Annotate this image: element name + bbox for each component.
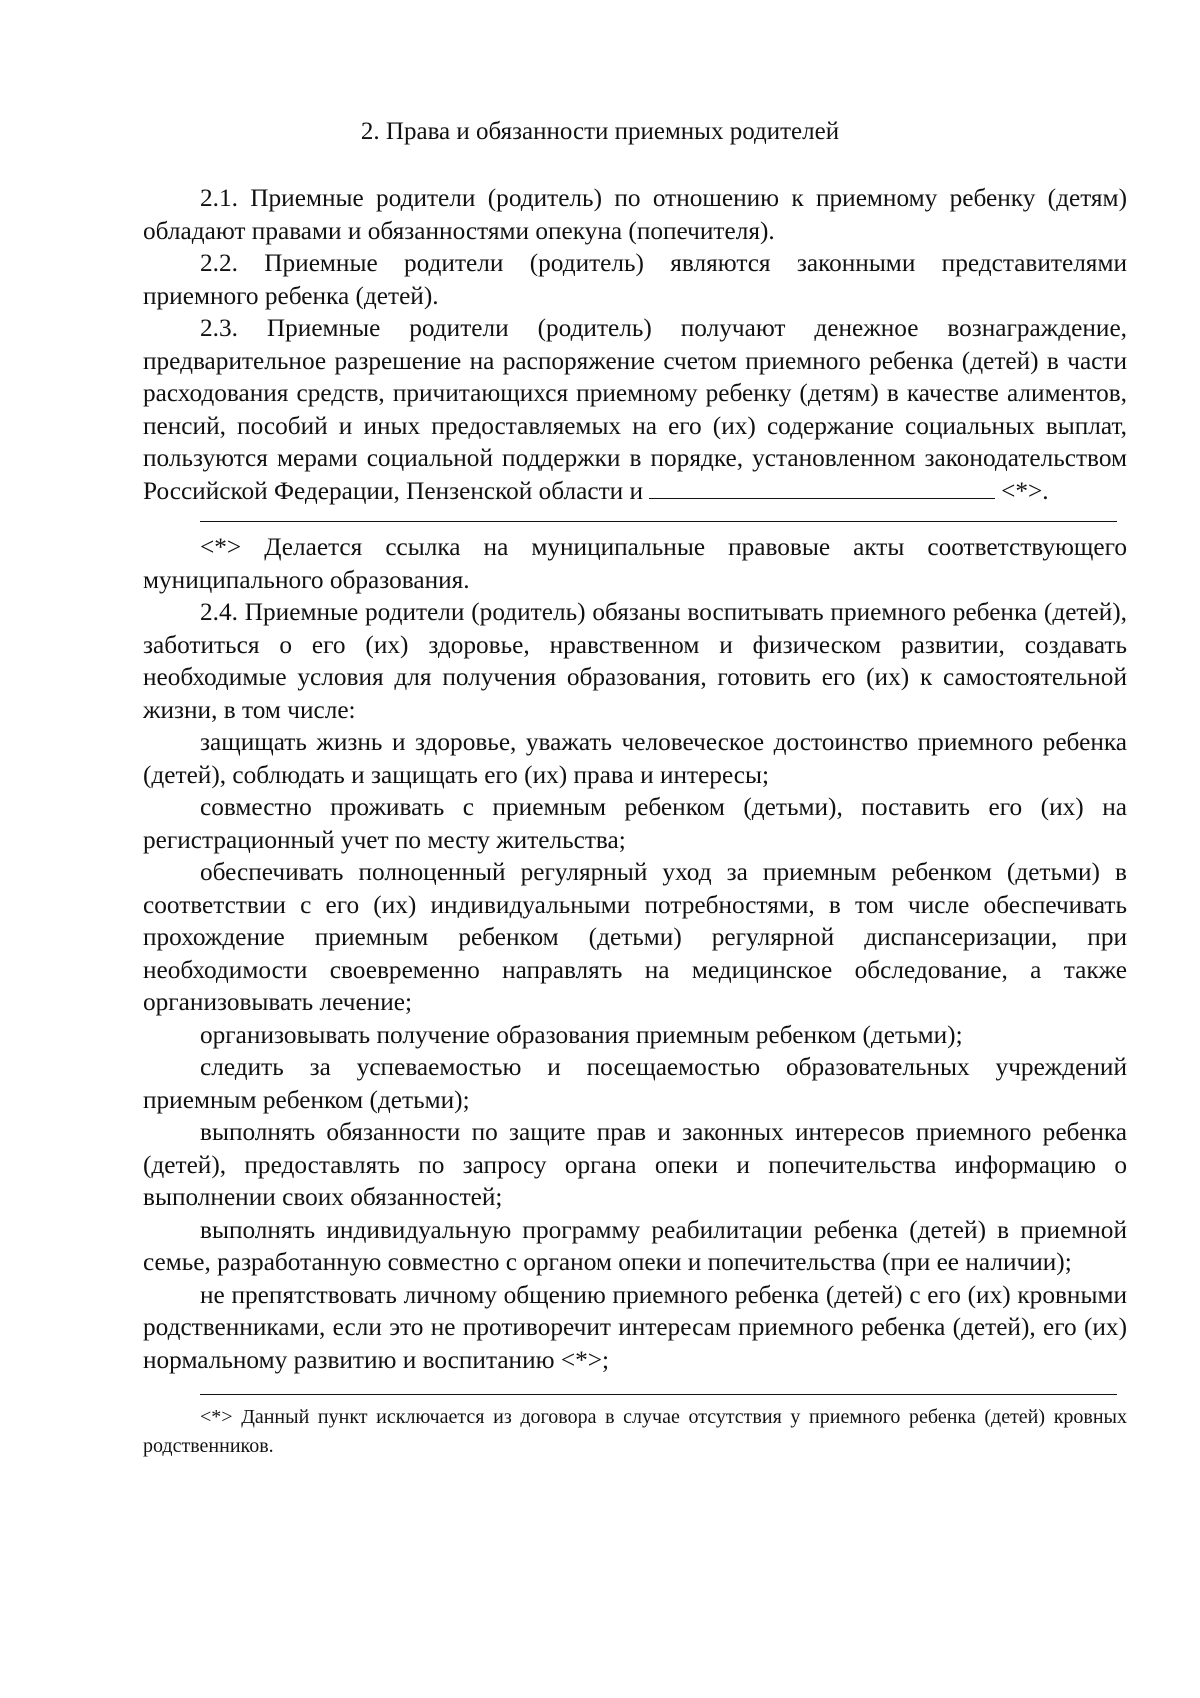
obligation-protect-life: защищать жизнь и здоровье, уважать человеческое достоинство приемного ребенка (детей), соблюдать и защищать его (их) права и интересы; (143, 728, 1127, 789)
footnote-separator (200, 521, 1117, 522)
paragraph-2-3-text: 2.3. Приемные родители (родитель) получают денежное вознаграждение, предварительное разрешение на распоряжение счетом приемного ребенка (детей) в части расходования средств, причитающихся приемному ребенку (детям) в качестве алиментов, пенсий, пособий и иных предоставляемых на его (их) содержание социальных выплат, пользуются мерами социальной поддержки в порядке, установленном законодательством Российской Федерации, Пензенской области и (143, 314, 1127, 505)
obligation-care: обеспечивать полноценный регулярный уход за приемным ребенком (детьми) в соответствии с его (их) индивидуальными потребностями, в том числе обеспечивать прохождение приемным ребенком (детьми) регулярной диспансеризации, при необходимости своевременно направлять на медицинское обследование, а также организовывать лечение; (143, 858, 1127, 1016)
obligation-protect-rights: выполнять обязанности по защите прав и законных интересов приемного ребенка (детей), предоставлять по запросу органа опеки и попечительства информацию о выполнении своих обязанностей; (143, 1118, 1127, 1211)
document-body (143, 182, 1127, 1461)
footnote-separator-2 (200, 1394, 1117, 1395)
footnote-relatives: <*> Данный пункт исключается из договора в случае отсутствия у приемного ребенка (детей) кровных родственников. (143, 1406, 1127, 1457)
obligation-education: организовывать получение образования приемным ребенком (детьми); (200, 1020, 963, 1049)
paragraph-2-3 (143, 312, 1127, 507)
section-title: 2. Права и обязанности приемных родителей (360, 118, 840, 145)
obligation-rehabilitation: выполнять индивидуальную программу реабилитации ребенка (детей) в приемной семье, разработанную совместно с органом опеки и попечительства (при ее наличии); (143, 1215, 1127, 1276)
paragraph-2-1: 2.1. Приемные родители (родитель) по отношению к приемному ребенку (детям) обладают правами и обязанностями опекуна (попечителя). (143, 184, 1127, 245)
paragraph-2-2: 2.2. Приемные родители (родитель) являются законными представителями приемного ребенка (детей). (143, 249, 1127, 310)
blank-fill-line (649, 476, 995, 499)
obligation-relatives-contact: не препятствовать личному общению приемного ребенка (детей) с его (их) кровными родственниками, если это не противоречит интересам приемного ребенка (детей), его (их) нормальному развитию и воспитанию <*>; (143, 1280, 1127, 1374)
obligation-attendance: следить за успеваемостью и посещаемостью образовательных учреждений приемным ребенком (детьми); (143, 1053, 1127, 1114)
paragraph-2-4: 2.4. Приемные родители (родитель) обязаны воспитывать приемного ребенка (детей), заботиться о его (их) здоровье, нравственном и физическом развитии, создавать необходимые условия для получения образования, готовить его (их) к самостоятельной жизни, в том числе: (143, 598, 1127, 724)
footnote-municipal-acts: <*> Делается ссылка на муниципальные правовые акты соответствующего муниципального образования. (143, 533, 1127, 594)
obligation-cohabit: совместно проживать с приемным ребенком (детьми), поставить его (их) на регистрационный учет по месту жительства; (143, 793, 1127, 854)
footnote-marker: <*>. (1001, 476, 1049, 505)
